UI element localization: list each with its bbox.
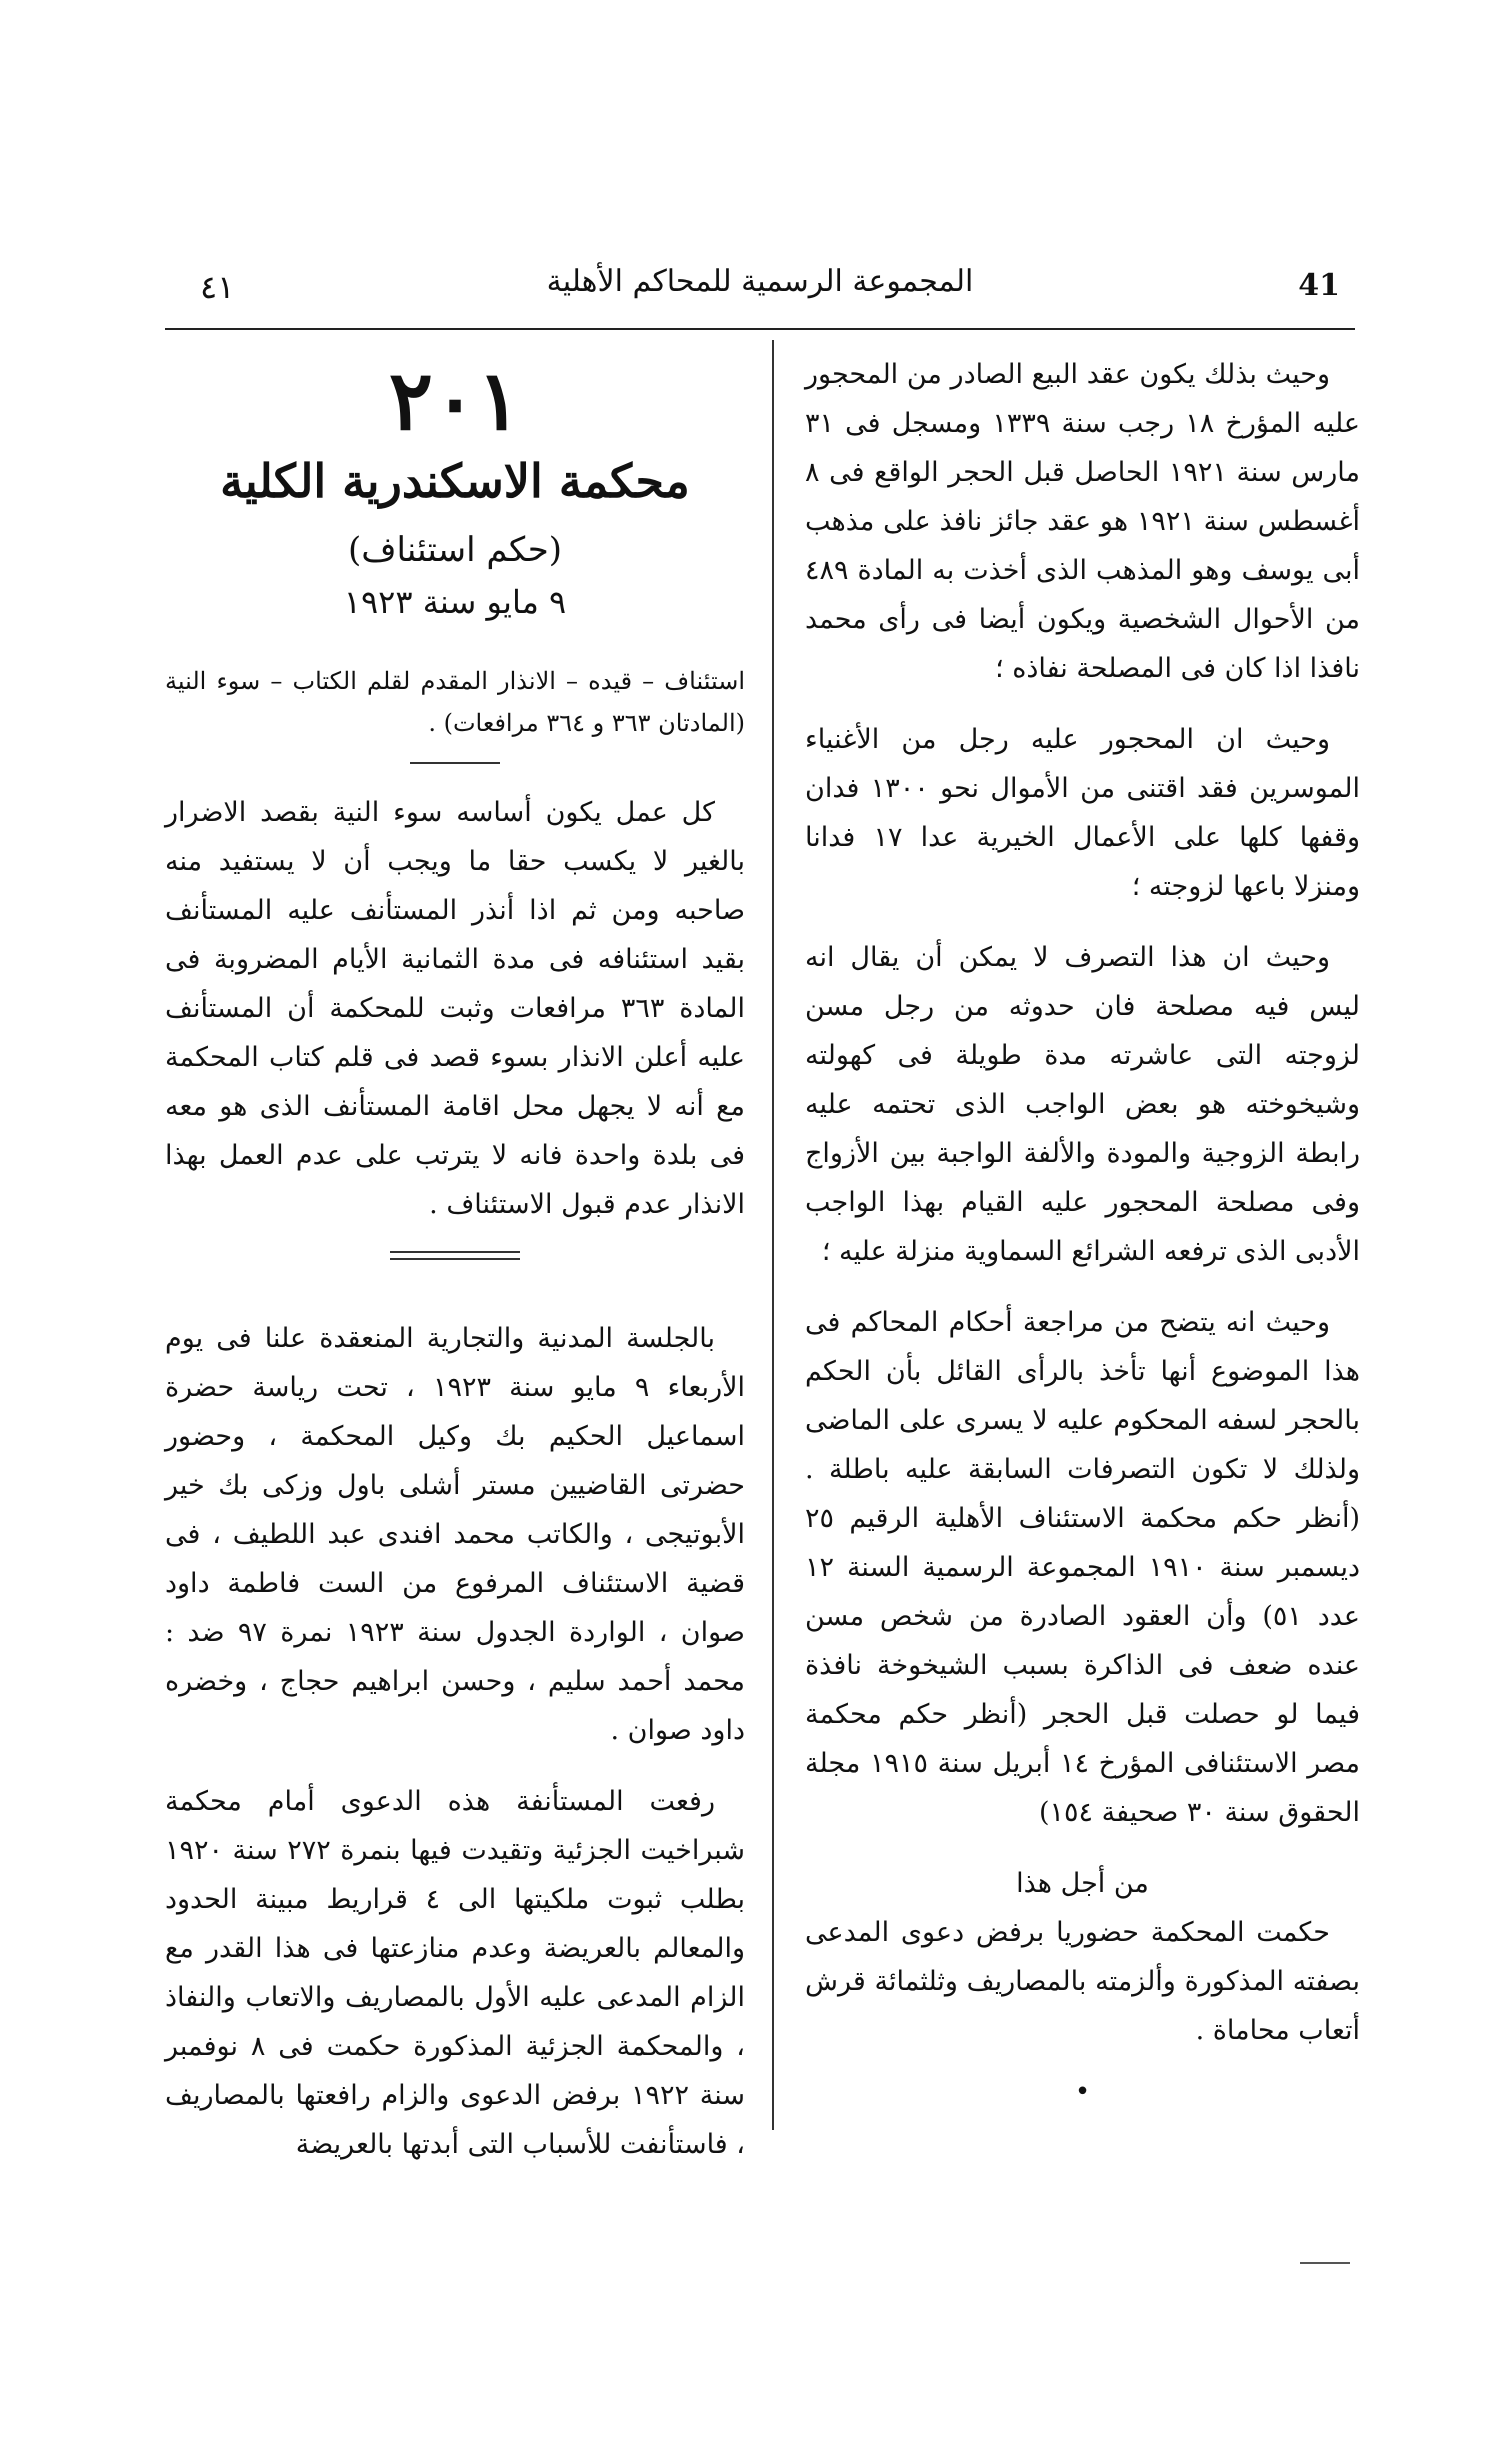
double-divider-rule [390, 1251, 520, 1260]
left-column [165, 350, 745, 2191]
session-paragraph: بالجلسة المدنية والتجارية المنعقدة علنا فى يوم الأربعاء ٩ مايو سنة ١٩٢٣ ، تحت رياسة حضرة اسماعيل الحكيم بك وكيل المحكمة ، وحضور حضرتى القاضيين مستر أشلى باول وزكى بك خير الأبوتيجى ، والكاتب محمد افندى عبد اللطيف ، فى قضية الاستئناف المرفوع من الست فاطمة داود صوان ، الواردة الجدول سنة ١٩٢٣ نمرة ٩٧ ضد : محمد أحمد سليم ، وحسن ابراهيم حجاج ، وخضره داود صوان . [165, 1323, 746, 1746]
legal-principle: كل عمل يكون أساسه سوء النية بقصد الاضرار بالغير لا يكسب حقا ما ويجب أن لا يستفيد منه صاحبه ومن ثم اذا أنذر المستأنف عليه المستأنف بقيد استئنافه فى مدة الثمانية الأيام المضروبة فى المادة ٣٦٣ مرافعات وثبت للمحكمة أن المستأنف عليه أعلن الانذار بسوء قصد فى قلم كتاب المحكمة مع أنه لا يجهل محل اقامة المستأنف الذى هو معه فى بلدة واحدة فانه لا يترتب على عدم العمل بهذا الانذار عدم قبول الاستئناف . [165, 797, 745, 1220]
divider-rule [410, 762, 500, 764]
reasoning-paragraph-4: وحيث انه يتضح من مراجعة أحكام المحاكم فى هذا الموضوع أنها تأخذ بالرأى القائل بأن الحكم بالحجر لسفه المحكوم عليه لا يسرى على الماضى ولذلك لا تكون التصرفات السابقة عليه باطلة . (أنظر حكم محكمة الاستئناف الأهلية الرقيم ٢٥ ديسمبر سنة ١٩١٠ المجموعة الرسمية السنة ١٢ عدد ٥١) وأن العقود الصادرة من شخص مسن عنده ضعف فى الذاكرة بسبب الشيخوخة نافذة فيما لو حصلت قبل الحجر (أنظر حكم محكمة مصر الاستئنافى المؤرخ ١٤ أبريل سنة ١٩١٥ مجلة الحقوق سنة ٣٠ صحيفة ١٥٤) [805, 1307, 1361, 1828]
ruling-paragraph: حكمت المحكمة حضوريا برفض دعوى المدعى بصفته المذكورة وألزمته بالمصاريف وثلثمائة قرش أتعاب محاماة . [805, 1917, 1360, 2046]
page-number-latin: 41 [1298, 268, 1340, 303]
case-keywords: استئناف – قيده – الانذار المقدم لقلم الكتاب – سوء النية (المادتان ٣٦٣ و ٣٦٤ مرافعات) . [165, 667, 745, 737]
judgment-type: (حكم استئناف) [347, 530, 563, 570]
reasoning-paragraph-1: وحيث بذلك يكون عقد البيع الصادر من المحجور عليه المؤرخ ١٨ رجب سنة ١٣٣٩ ومسجل فى ٣١ مارس سنة ١٩٢١ الحاصل قبل الحجر الواقع فى ٨ أغسطس سنة ١٩٢١ هو عقد جائز نافذ على مذهب أبى يوسف وهو المذهب الذى أخذت به المادة ٤٨٩ من الأحوال الشخصية ويكون أيضا فى رأى محمد نافذا اذا كان فى المصلحة نفاذه ؛ [805, 359, 1360, 684]
end-mark: • [1074, 2077, 1091, 2107]
court-name: محكمة الاسكندرية الكلية [220, 454, 690, 508]
right-column [805, 350, 1360, 2107]
for-these-reasons: من أجل هذا [1016, 1868, 1149, 1899]
column-divider [772, 340, 774, 2130]
page-header [160, 258, 1360, 318]
reasoning-paragraph-3: وحيث ان هذا التصرف لا يمكن أن يقال انه ليس فيه مصلحة فان حدوثه من رجل مسن لزوجته التى عاشرته مدة طويلة فى كهولته وشيخوخته هو بعض الواجب الذى تحتمه عليه رابطة الزوجية والمودة والألفة الواجبة بين الأزواج وفى مصلحة المحجور عليه القيام بهذا الواجب الأدبى الذى ترفعه الشرائع السماوية منزلة عليه ؛ [805, 942, 1360, 1267]
judgment-date: ٩ مايو سنة ١٩٢٣ [343, 583, 567, 621]
running-title: المجموعة الرسمية للمحاكم الأهلية [546, 264, 974, 299]
reasoning-paragraph-2: وحيث ان المحجور عليه رجل من الأغنياء الموسرين فقد اقتنى من الأموال نحو ١٣٠٠ فدان وقفها كلها على الأعمال الخيرية عدا ١٧ فدانا ومنزلا باعها لزوجته ؛ [805, 724, 1361, 902]
header-rule [165, 328, 1355, 330]
page-number-arabic: ٤١ [200, 268, 235, 306]
case-number: ٢٠١ [388, 353, 522, 449]
facts-paragraph: رفعت المستأنفة هذه الدعوى أمام محكمة شبراخيت الجزئية وتقيدت فيها بنمرة ٢٧٢ سنة ١٩٢٠ بطلب ثبوت ملكيتها الى ٤ قراريط مبينة الحدود والمعالم بالعريضة وعدم منازعتها فى هذا القدر مع الزام المدعى عليه الأول بالمصاريف والاتعاب والنفاذ ، والمحكمة الجزئية المذكورة حكمت فى ٨ نوفمبر سنة ١٩٢٢ برفض الدعوى والزام رافعتها بالمصاريف ، فاستأنفت للأسباب التى أبدتها بالعريضة [165, 1786, 746, 2160]
page-bottom-mark [1300, 2262, 1350, 2264]
